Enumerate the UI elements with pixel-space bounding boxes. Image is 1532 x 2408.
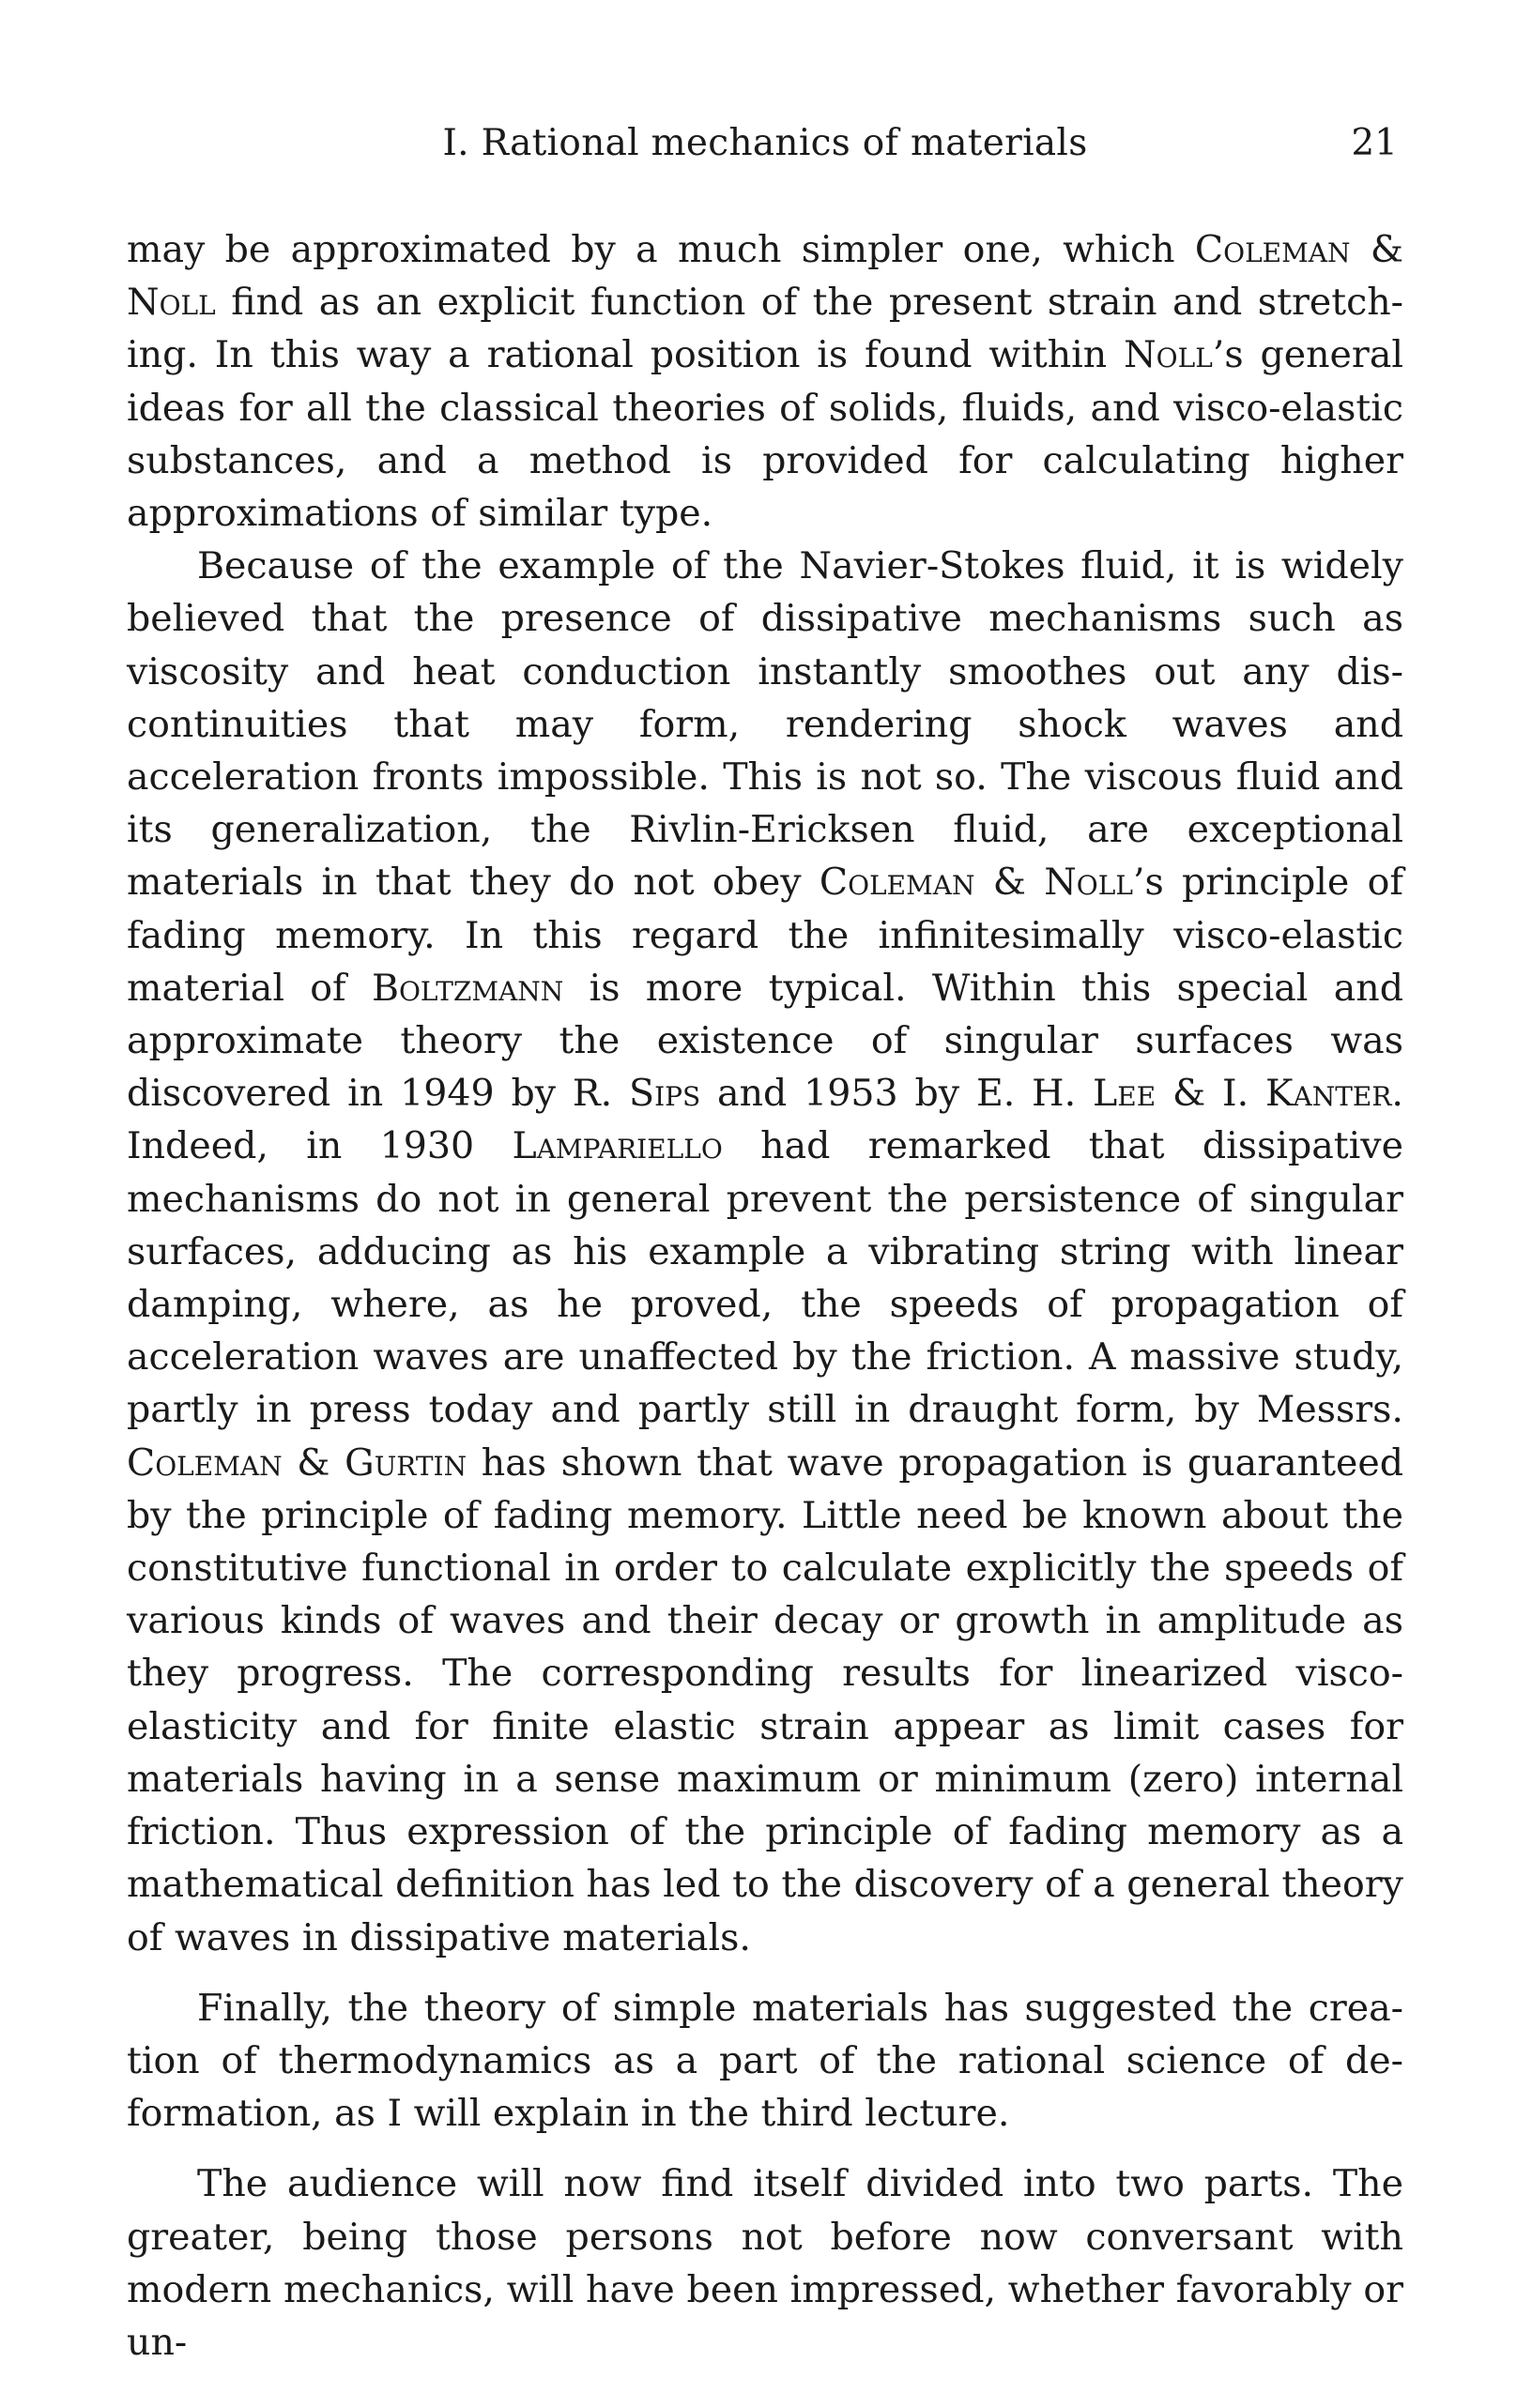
text-run: and 1953 by E. H. bbox=[700, 1072, 1094, 1116]
text-run: & bbox=[974, 861, 1045, 905]
text-run: ’s general ideas for all the classical theories of solids, fluids, and visco-elastic substances, and a method is provided for calculating higher approximations of similar type. bbox=[127, 333, 1403, 536]
text-run: The audience will now find itself divided into two parts. The greater, being those persons not before now conversant with modern mechanics, will have been impressed, whether favorably or un- bbox=[127, 2162, 1403, 2364]
text-run: Finally, the theory of simple materials has suggested the creation of thermodynamics as a part of the rational science of deformation, as I will explain in the third lecture. bbox=[127, 1986, 1403, 2136]
paragraph-1 bbox=[127, 223, 1403, 540]
author-name: Coleman bbox=[127, 1440, 283, 1485]
text-run: ’s principle of fading memory. In this regard the infinitesimally visco-elastic material of bbox=[127, 861, 1403, 1010]
running-title: I. Rational mechanics of materials bbox=[442, 122, 1088, 164]
author-name: Coleman bbox=[1194, 228, 1351, 271]
paragraph-3 bbox=[127, 1982, 1403, 2141]
text-run: has shown that wave propagation is guaranteed by the principle of fading memory. Little need be known about the constitutive functional in order to calculate explicitly the speeds of various kinds of waves and their decay or growth in amplitude as they progress. The corresponding results for linearized visco-elasticity and for finite elastic strain appear as limit cases for materials having in a sense maximum or minimum (zero) internal friction. Thus expression of the principle of fading memory as a mathematical definition has led to the discovery of a general theory of waves in dissipative materials. bbox=[127, 1440, 1403, 1959]
author-name: Gurtin bbox=[345, 1440, 467, 1485]
page-number: 21 bbox=[1351, 122, 1398, 164]
running-head bbox=[127, 120, 1403, 167]
author-name: Noll bbox=[127, 281, 216, 325]
author-name: Coleman bbox=[819, 861, 975, 905]
paragraph-2 bbox=[127, 540, 1403, 1963]
text-run: had remarked that dissipative mechanisms do not in general prevent the persistence of singular surfaces, adducing as his example a vibrating string with linear damping, where, as he proved, the speeds of propagation of acceleration waves are unaffected by the friction. A massive study, partly in press today and partly still in draught form, by Messrs. bbox=[127, 1124, 1403, 1432]
author-name: Noll bbox=[1124, 333, 1213, 377]
text-run: & bbox=[1350, 228, 1404, 271]
author-name: Kanter bbox=[1264, 1072, 1392, 1116]
author-name: Lee bbox=[1093, 1072, 1157, 1116]
text-run: Because of the example of the Navier-Stokes fluid, it is widely believed that the presence of dissipative mechanisms such as viscosity and heat conduction instantly smoothes out any discontinuities that may form, rendering shock waves and acceleration fronts impossible. This is not so. The viscous fluid and its generalization, the Rivlin-Ericksen fluid, are exceptional materials in that they do not obey bbox=[127, 544, 1403, 905]
author-name: Boltzmann bbox=[371, 966, 564, 1010]
text-run: & I. bbox=[1156, 1072, 1265, 1116]
text-run: is more typical. Within this special and approximate theory the existence of singular surfaces was discovered in 1949 by R. bbox=[127, 966, 1404, 1116]
text-body bbox=[127, 223, 1403, 2369]
text-run: . Indeed, in 1930 bbox=[127, 1072, 1403, 1168]
text-run: & bbox=[282, 1440, 345, 1485]
author-name: Noll bbox=[1044, 861, 1133, 905]
author-name: Sips bbox=[629, 1072, 701, 1116]
author-name: Lampariello bbox=[512, 1124, 723, 1168]
paragraph-4 bbox=[127, 2157, 1403, 2369]
text-run: may be approximated by a much simpler one, which bbox=[127, 228, 1195, 271]
text-run: find as an explicit function of the present strain and stretching. In this way a rational position is found within bbox=[127, 281, 1403, 377]
